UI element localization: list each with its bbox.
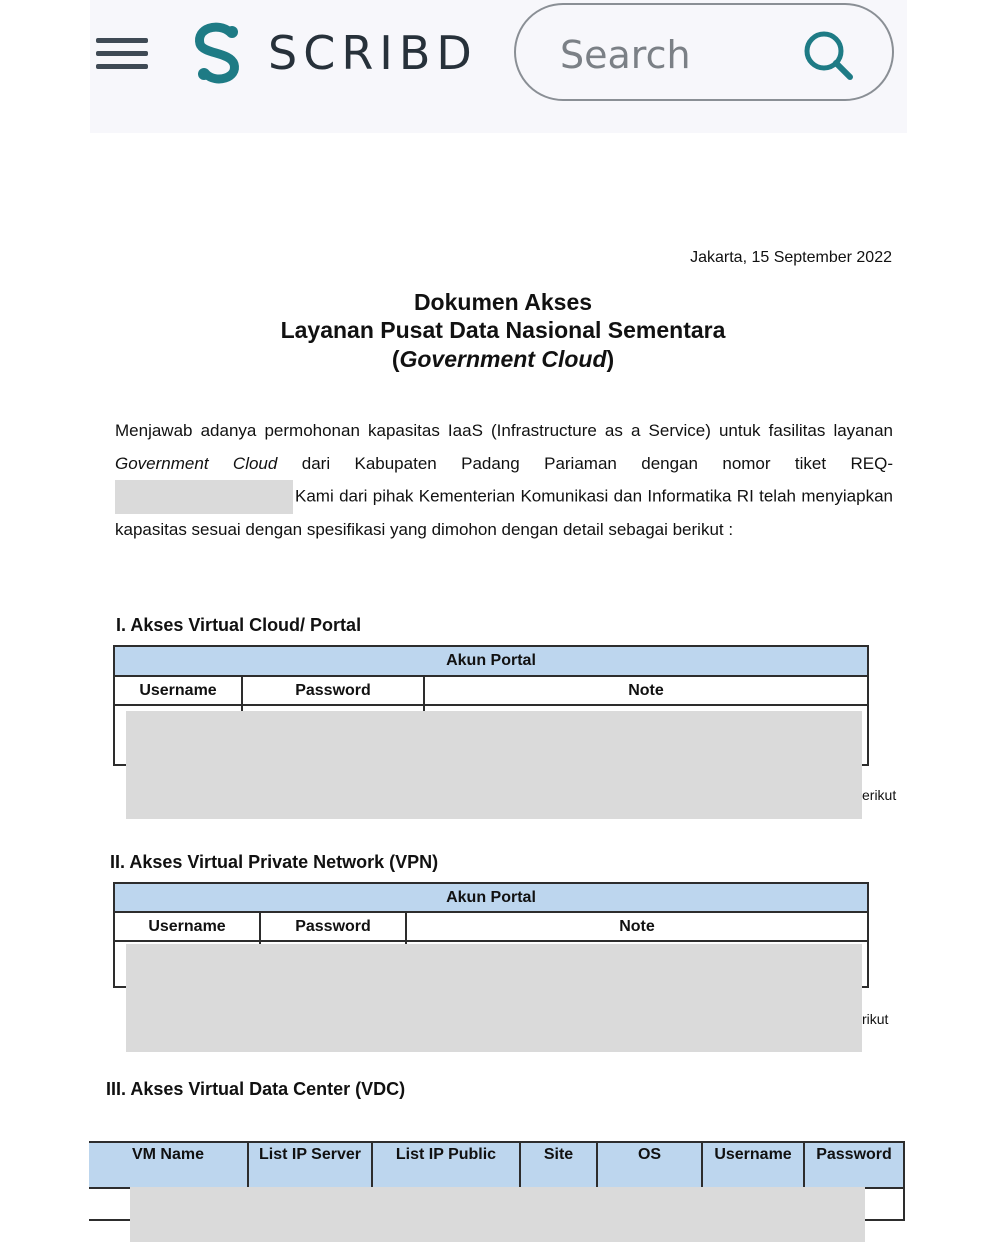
redacted-block-3 [130, 1187, 865, 1242]
section-2-title: II. Akses Virtual Private Network (VPN) [110, 852, 439, 872]
col-list-ip-public: List IP Public [372, 1142, 520, 1188]
col-site: Site [520, 1142, 597, 1188]
redacted-ticket [115, 480, 293, 514]
search-placeholder: Search [560, 33, 691, 77]
intro-paragraph [115, 415, 893, 547]
redacted-block-1 [126, 711, 862, 819]
title-line-2: Layanan Pusat Data Nasional Sementara [280, 317, 726, 343]
side-text-2: rikut [862, 1011, 889, 1027]
col-note: Note [406, 912, 868, 941]
table-header: Akun Portal [114, 646, 868, 676]
para-part-3: Kami dari pihak Kementerian Komunikasi dan Informatika RI telah menyiapkan kapasitas sesuai dengan spesifikasi yang dimohon dengan detail sebagai berikut : [115, 486, 893, 539]
col-username: Username [702, 1142, 804, 1188]
title-italic: Government Cloud [399, 346, 607, 372]
col-username: Username [114, 912, 260, 941]
redacted-block-2 [126, 944, 862, 1052]
col-list-ip-server: List IP Server [248, 1142, 372, 1188]
col-password: Password [804, 1142, 904, 1188]
col-username: Username [114, 676, 242, 705]
para-part-1: Menjawab adanya permohonan kapasitas IaaS (Infrastructure as a Service) untuk fasilitas layanan [115, 421, 893, 440]
document-date: Jakarta, 15 September 2022 [690, 249, 892, 266]
para-part-2: dari Kabupaten Padang Pariaman dengan nomor tiket REQ- [277, 453, 894, 473]
col-vm-name: VM Name [89, 1142, 248, 1188]
col-password: Password [260, 912, 406, 941]
col-password: Password [242, 676, 424, 705]
section-1-title: I. Akses Virtual Cloud/ Portal [116, 615, 362, 635]
title-line-1: Dokumen Akses [413, 289, 593, 315]
title-line-3: (Government Cloud) [391, 346, 615, 372]
table-header: Akun Portal [114, 883, 868, 912]
brand-name[interactable]: SCRIBD [268, 26, 478, 80]
side-text-1: erikut [862, 787, 897, 803]
col-note: Note [424, 676, 868, 705]
para-italic: Government Cloud [115, 453, 278, 473]
col-os: OS [597, 1142, 702, 1188]
section-3-title: III. Akses Virtual Data Center (VDC) [106, 1079, 406, 1099]
